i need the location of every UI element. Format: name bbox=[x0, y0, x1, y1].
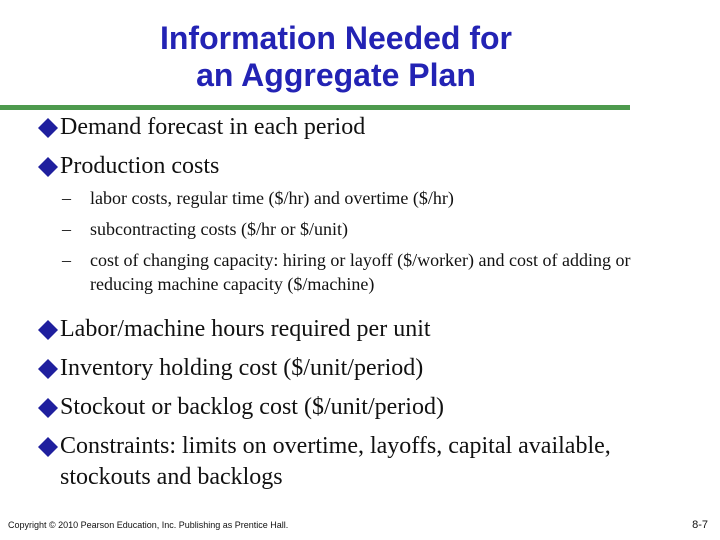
bullet-item-stockout-cost bbox=[38, 392, 708, 431]
sub-item-text: subcontracting costs ($/hr or $/unit) bbox=[90, 219, 348, 239]
production-costs-sublist bbox=[38, 186, 708, 296]
bullet-text: Constraints: limits on overtime, layoffs, capital available, stockouts and backlogs bbox=[60, 433, 611, 490]
bullet-text: Production costs bbox=[60, 153, 220, 179]
bullet-text: Labor/machine hours required per unit bbox=[60, 316, 431, 342]
bullet-item-demand-forecast bbox=[38, 112, 708, 151]
bullet-text: Stockout or backlog cost ($/unit/period) bbox=[60, 394, 444, 420]
bullet-text: Demand forecast in each period bbox=[60, 114, 366, 140]
sub-item-capacity-change-cost bbox=[38, 248, 650, 296]
dash-bullet-icon: – bbox=[62, 188, 71, 208]
sub-item-text: labor costs, regular time ($/hr) and overtime ($/hr) bbox=[90, 188, 454, 208]
diamond-bullet-icon bbox=[38, 320, 58, 340]
copyright-footer: Copyright © 2010 Pearson Education, Inc. Publishing as Prentice Hall. bbox=[8, 520, 289, 530]
page-number: 8-7 bbox=[692, 519, 708, 531]
dash-bullet-icon: – bbox=[62, 219, 71, 239]
bullet-list bbox=[38, 112, 708, 493]
diamond-bullet-icon bbox=[38, 118, 58, 138]
diamond-bullet-icon bbox=[38, 359, 58, 379]
bullet-item-labor-machine-hours bbox=[38, 314, 708, 353]
dash-bullet-icon: – bbox=[62, 250, 71, 270]
bullet-text: Inventory holding cost ($/unit/period) bbox=[60, 355, 424, 381]
bullet-item-constraints bbox=[38, 431, 620, 493]
diamond-bullet-icon bbox=[38, 157, 58, 177]
bullet-item-inventory-holding-cost bbox=[38, 353, 708, 392]
title-line-1: Information Needed for bbox=[159, 20, 512, 56]
title-divider bbox=[0, 105, 630, 110]
bullet-item-production-costs bbox=[38, 151, 708, 190]
diamond-bullet-icon bbox=[38, 437, 58, 457]
sub-item-labor-costs bbox=[38, 186, 650, 210]
title-line-2: an Aggregate Plan bbox=[196, 57, 476, 93]
sub-item-subcontracting-costs bbox=[38, 217, 650, 241]
sub-item-text: cost of changing capacity: hiring or layoff ($/worker) and cost of adding or reducing machine capacity ($/machine) bbox=[90, 250, 631, 294]
slide-title bbox=[0, 20, 672, 94]
diamond-bullet-icon bbox=[38, 398, 58, 418]
